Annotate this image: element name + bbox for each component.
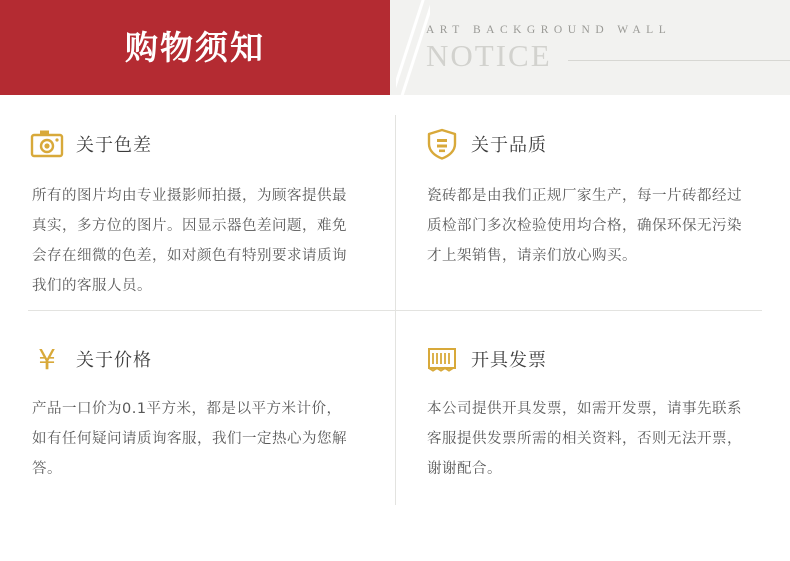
- notice-card-quality: [395, 95, 790, 310]
- notice-card-body: 产品一口价为0.1平方米，都是以平方米计价，如有任何疑问请质询客服，我们一定热心为您解答。: [32, 401, 347, 477]
- notice-card-header: [395, 95, 790, 161]
- notice-card-body: 瓷砖都是由我们正规厂家生产，每一片砖都经过质检部门多次检验使用均合格，确保环保无污染才上架销售，请亲们放心购买。: [427, 188, 742, 264]
- page-header: [0, 0, 790, 95]
- notice-card-invoice: [395, 310, 790, 505]
- header-title-block: [0, 0, 390, 95]
- notice-card-price: [0, 310, 395, 505]
- camera-icon: [30, 127, 64, 161]
- slash-decoration-icon: [396, 0, 430, 95]
- notice-card-title: 开具发票: [471, 350, 547, 371]
- notice-card-header: [0, 310, 395, 376]
- notice-card-title: 关于品质: [471, 135, 547, 156]
- header-notice-row: [426, 40, 790, 71]
- header-eyebrow: ART BACKGROUND WALL: [426, 24, 672, 36]
- header-divider: [568, 60, 790, 61]
- header-subtitle: NOTICE: [426, 38, 552, 73]
- notice-card-title: 关于价格: [76, 350, 152, 371]
- notice-card-body: 所有的图片均由专业摄影师拍摄，为顾客提供最真实，多方位的图片。因显示器色差问题，难免会存在细微的色差，如对颜色有特别要求请质询我们的客服人员。: [32, 188, 347, 294]
- page-title: 购物须知: [125, 28, 265, 67]
- svg-text:¥: ¥: [38, 343, 56, 376]
- notice-card-body: 本公司提供开具发票，如需开发票，请事先联系客服提供发票所需的相关资料，否则无法开票，谢谢配合。: [427, 401, 742, 477]
- header-subtitle-block: [390, 0, 790, 95]
- notice-card-header: [0, 95, 395, 161]
- shield-quality-icon: [425, 127, 459, 161]
- notice-grid: [0, 95, 790, 561]
- notice-card-title: 关于色差: [76, 135, 152, 156]
- notice-card-color: [0, 95, 395, 310]
- notice-card-header: [395, 310, 790, 376]
- invoice-icon: [425, 342, 459, 376]
- yuan-price-icon: [30, 342, 64, 376]
